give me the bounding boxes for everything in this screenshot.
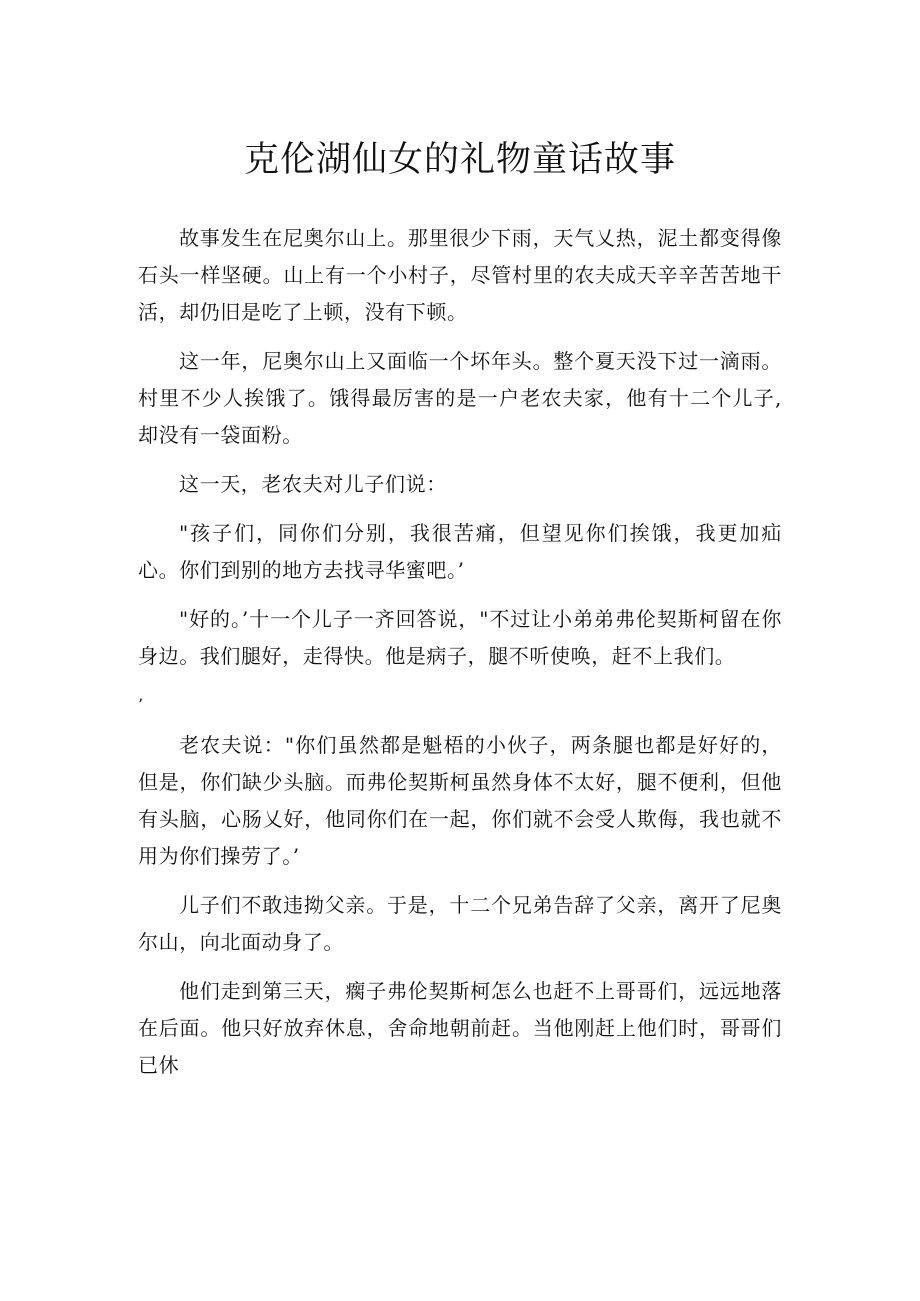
document-body bbox=[138, 220, 782, 1096]
paragraph-3: 这一天，老农夫对儿子们说： bbox=[179, 472, 447, 496]
stray-quote-mark: ’ bbox=[138, 695, 144, 714]
document-title: 克伦湖仙女的礼物童话故事 bbox=[243, 140, 676, 180]
paragraph-1: 故事发生在尼奥尔山上。那里很少下雨，天气乂热，泥土都变得像石头一样坚硬。山上有一个小村子，尽管村里的农夫成天辛辛苦苦地干活，却仍旧是吃了上顿，没有下顿。 bbox=[138, 226, 782, 324]
paragraph-6: 老农夫说："你们虽然都是魁梧的小伙子，两条腿也都是好好的，但是，你们缺少头脑。而弗伦契斯柯虽然身体不太好，腿不便利，但他有头脑，心肠乂好，他同你们在一起，你们就不会受人欺侮，我也就不用为你们操劳了。’ bbox=[138, 733, 782, 868]
paragraph-2: 这一年，尼奥尔山上又面临一个坏年头。整个夏天没下过一滴雨。村里不少人挨饿了。饿得最厉害的是一户老农夫家，他有十二个儿子,却没有一袋面粉。 bbox=[138, 349, 782, 447]
paragraph-7: 儿子们不敢违拗父亲。于是，十二个兄弟告辞了父亲，离开了尼奥尔山，向北面动身了。 bbox=[138, 893, 782, 954]
paragraph-4: "孩子们，同你们分别，我很苦痛，但望见你们挨饿，我更加疝心。你们到别的地方去找寻华蜜吧。’ bbox=[138, 521, 782, 582]
paragraph-5: "好的。’十一个儿子一齐回答说，"不过让小弟弟弗伦契斯柯留在你身边。我们腿好，走得快。他是病子，腿不听使唤，赶不上我们。 bbox=[138, 607, 782, 668]
paragraph-8: 他们走到第三天，瘸子弗伦契斯柯怎么也赶不上哥哥们，远远地落在后面。他只好放弃休息，舍命地朝前赶。当他刚赶上他们时，哥哥们已休 bbox=[138, 979, 782, 1077]
